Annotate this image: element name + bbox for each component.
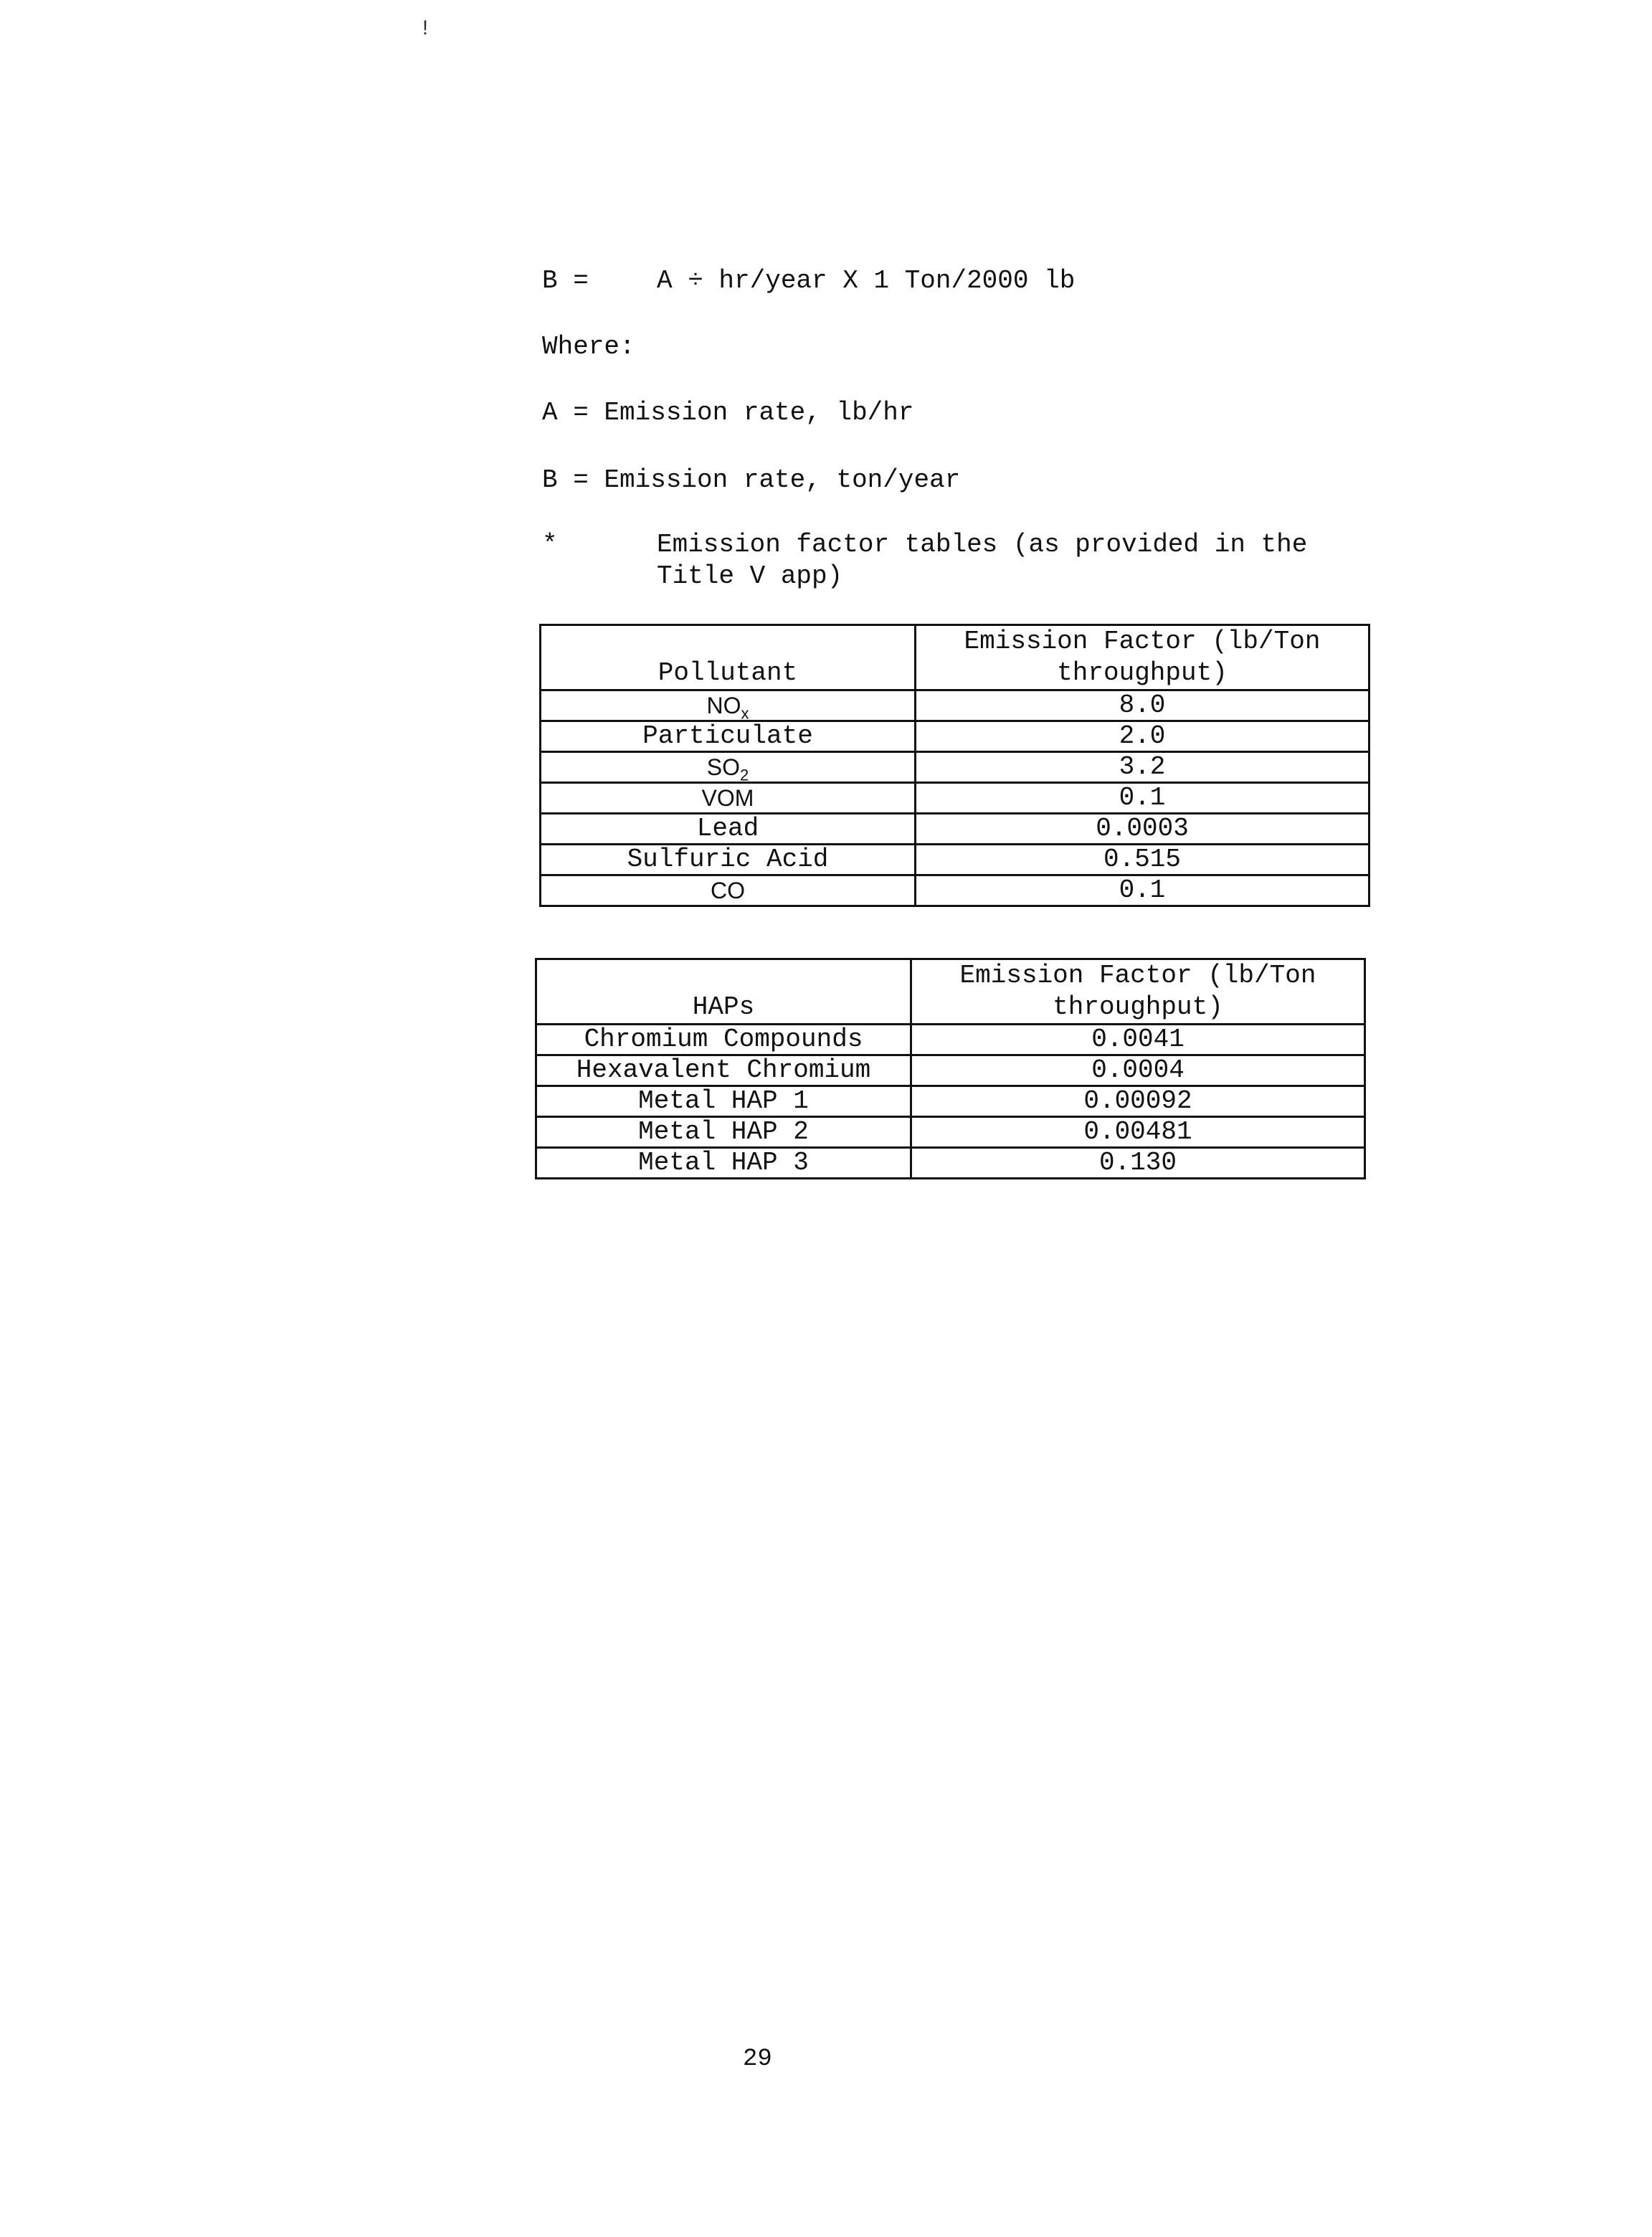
table-row xyxy=(541,752,1369,783)
where-label: Where: xyxy=(542,332,635,361)
note-bullet: * xyxy=(542,530,558,559)
table-row xyxy=(541,875,1369,906)
emission-factor-header-line-2: throughput) xyxy=(1053,992,1223,1022)
page-number: 29 xyxy=(743,2046,772,2073)
table-row xyxy=(541,783,1369,814)
hap-name: Metal HAP 1 xyxy=(536,1086,911,1117)
scan-mark: ! xyxy=(419,17,432,42)
emission-factor-value: 8.0 xyxy=(916,690,1369,721)
table-row xyxy=(541,690,1369,721)
emission-factor-column-header xyxy=(911,959,1365,1025)
emission-factor-header-line-1: Emission Factor (lb/Ton xyxy=(959,961,1316,990)
pollutant-name: $NO_x$ xyxy=(541,690,916,721)
emission-factor-value: 0.1 xyxy=(916,875,1369,906)
note-line-2: Title V app) xyxy=(657,561,843,591)
table-row xyxy=(536,1086,1365,1117)
pollutant-name: Sulfuric Acid xyxy=(541,845,916,875)
pollutant-name: VOM xyxy=(541,783,916,814)
table-header-row xyxy=(536,959,1365,1025)
pollutant-name: CO xyxy=(541,875,916,906)
emission-factor-value: 0.00092 xyxy=(911,1086,1365,1117)
table-row xyxy=(541,814,1369,845)
emission-factor-value: 0.130 xyxy=(911,1148,1365,1179)
pollutant-name: $SO_2$ xyxy=(541,752,916,783)
hap-name: Chromium Compounds xyxy=(536,1025,911,1055)
hap-column-header: HAPs xyxy=(536,959,911,1025)
table-row xyxy=(541,845,1369,875)
emission-factor-column-header xyxy=(916,625,1369,690)
hap-name: Metal HAP 3 xyxy=(536,1148,911,1179)
formula-rhs: A ÷ hr/year X 1 Ton/2000 lb xyxy=(657,266,1076,295)
definition-a: A = Emission rate, lb/hr xyxy=(542,398,914,427)
table-row xyxy=(536,1148,1365,1179)
hap-name: Hexavalent Chromium xyxy=(536,1055,911,1086)
emission-factor-header-line-1: Emission Factor (lb/Ton xyxy=(964,627,1321,656)
emission-factor-value: 0.515 xyxy=(916,845,1369,875)
table-header-row xyxy=(541,625,1369,690)
table-row xyxy=(536,1117,1365,1148)
pollutant-column-header: Pollutant xyxy=(541,625,916,690)
definition-b: B = Emission rate, ton/year xyxy=(542,465,961,495)
emission-factor-value: 0.0004 xyxy=(911,1055,1365,1086)
pollutant-name: Lead xyxy=(541,814,916,845)
note-line-1: Emission factor tables (as provided in the xyxy=(657,530,1308,559)
emission-factor-value: 2.0 xyxy=(916,721,1369,752)
emission-factor-value: 0.00481 xyxy=(911,1117,1365,1148)
pollutant-name: Particulate xyxy=(541,721,916,752)
hap-name: Metal HAP 2 xyxy=(536,1117,911,1148)
pollutant-table xyxy=(539,624,1370,907)
emission-factor-value: 0.0003 xyxy=(916,814,1369,845)
hap-table xyxy=(535,958,1366,1179)
table-row xyxy=(536,1055,1365,1086)
emission-factor-value: 0.0041 xyxy=(911,1025,1365,1055)
emission-factor-value: 0.1 xyxy=(916,783,1369,814)
emission-factor-header-line-2: throughput) xyxy=(1057,658,1228,688)
formula-lhs: B = xyxy=(542,266,589,295)
table-row xyxy=(541,721,1369,752)
table-row xyxy=(536,1025,1365,1055)
emission-factor-value: 3.2 xyxy=(916,752,1369,783)
